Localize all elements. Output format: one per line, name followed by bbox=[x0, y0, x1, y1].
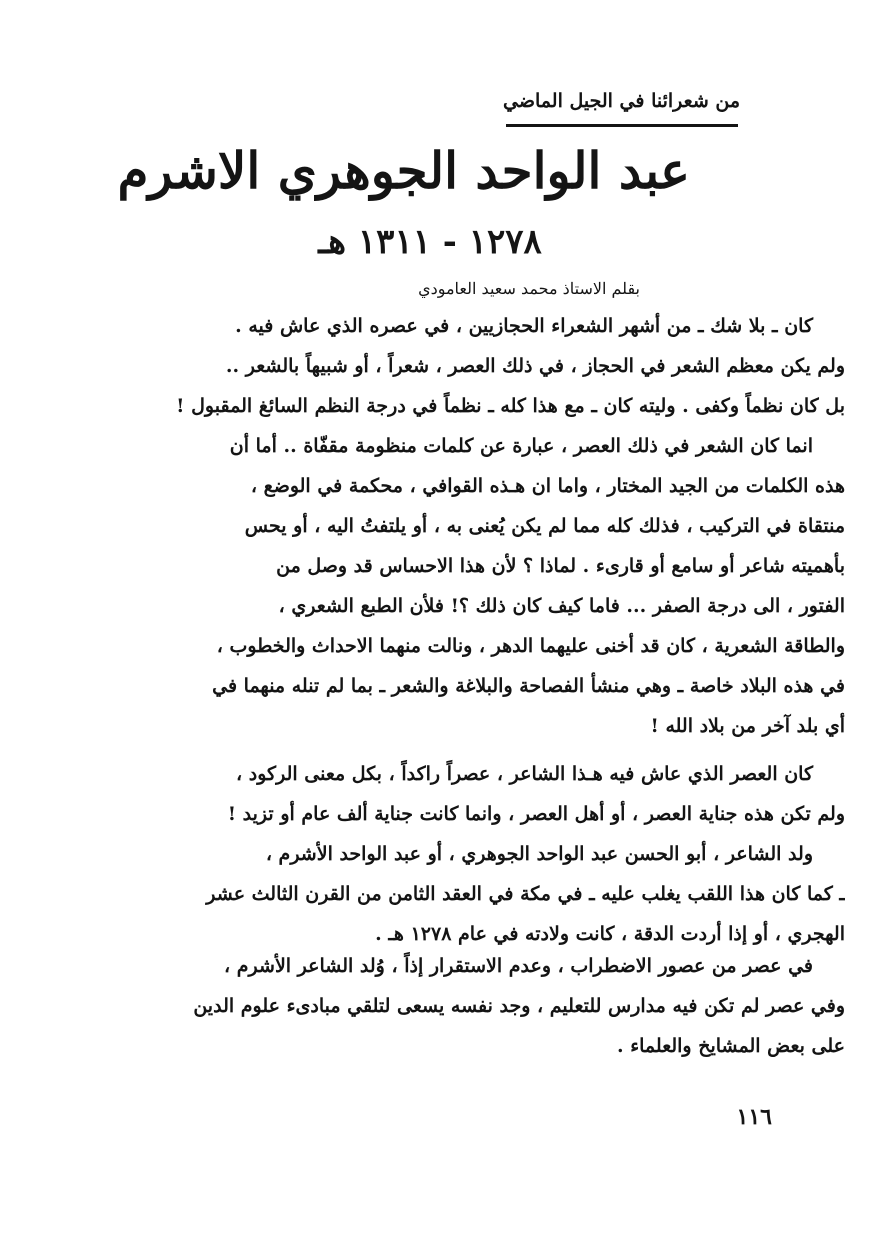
text-line: في عصر من عصور الاضطراب ، وعدم الاستقرار إذاً ، وُلد الشاعر الأشرم ، bbox=[224, 955, 813, 977]
text-line: بل كان نظماً وكفى . وليته كان ـ مع هذا كله ـ نظماً في درجة النظم السائغ المقبول ! bbox=[176, 395, 845, 417]
page-number: ١١٦ bbox=[736, 1104, 772, 1130]
paragraph-birth bbox=[130, 754, 845, 954]
series-header: من شعرائنا في الجيل الماضي bbox=[503, 90, 740, 112]
text-line: ولم يكن معظم الشعر في الحجاز ، في ذلك العصر ، شعراً ، أو شبيهاً بالشعر .. bbox=[225, 355, 845, 377]
article-byline: بقلم الاستاذ محمد سعيد العامودي bbox=[418, 279, 640, 298]
text-line: ولم تكن هذه جناية العصر ، أو أهل العصر ، وانما كانت جناية ألف عام أو تزيد ! bbox=[227, 803, 845, 825]
article-years: ١٢٧٨ - ١٣١١ هـ bbox=[318, 222, 542, 262]
article-title: عبد الواحد الجوهري الاشرم bbox=[117, 141, 690, 200]
header-rule bbox=[506, 124, 738, 127]
paragraph-education bbox=[130, 946, 845, 1066]
text-line: الفتور ، الى درجة الصفر ... فاما كيف كان ذلك ؟! فلأن الطبع الشعري ، bbox=[278, 595, 845, 617]
text-line: انما كان الشعر في ذلك العصر ، عبارة عن كلمات منظومة مقفّاة .. أما أن bbox=[229, 435, 813, 457]
text-line: منتقاة في التركيب ، فذلك كله مما لم يكن يُعنى به ، أو يلتفتُ اليه ، أو يحس bbox=[244, 515, 845, 537]
text-line: بأهميته شاعر أو سامع أو قارىء . لماذا ؟ لأن هذا الاحساس قد وصل من bbox=[276, 555, 845, 577]
text-line: كان العصر الذي عاش فيه هـذا الشاعر ، عصراً راكداً ، بكل معنى الركود ، bbox=[236, 763, 813, 785]
text-line: الهجري ، أو إذا أردت الدقة ، كانت ولادته في عام ١٢٧٨ هـ . bbox=[375, 923, 845, 945]
text-line: في هذه البلاد خاصة ـ وهي منشأ الفصاحة والبلاغة والشعر ـ بما لم تنله منهما في bbox=[212, 675, 845, 697]
text-line: هذه الكلمات من الجيد المختار ، واما ان هـذه القوافي ، محكمة في الوضع ، bbox=[250, 475, 845, 497]
text-line: على بعض المشايخ والعلماء . bbox=[616, 1035, 845, 1057]
text-line: ولد الشاعر ، أبو الحسن عبد الواحد الجوهري ، أو عبد الواحد الأشرم ، bbox=[265, 843, 813, 865]
text-line: كان ـ بلا شك ـ من أشهر الشعراء الحجازيين ، في عصره الذي عاش فيه . bbox=[235, 315, 813, 337]
text-line: والطاقة الشعرية ، كان قد أخنى عليهما الدهر ، ونالت منهما الاحداث والخطوب ، bbox=[216, 635, 845, 657]
paragraph-intro bbox=[130, 306, 845, 746]
text-line: أي بلد آخر من بلاد الله ! bbox=[650, 715, 845, 737]
text-line: وفي عصر لم تكن فيه مدارس للتعليم ، وجد نفسه يسعى لتلقي مبادىء علوم الدين bbox=[193, 995, 845, 1017]
text-line: ـ كما كان هذا اللقب يغلب عليه ـ في مكة في العقد الثامن من القرن الثالث عشر bbox=[206, 883, 845, 905]
